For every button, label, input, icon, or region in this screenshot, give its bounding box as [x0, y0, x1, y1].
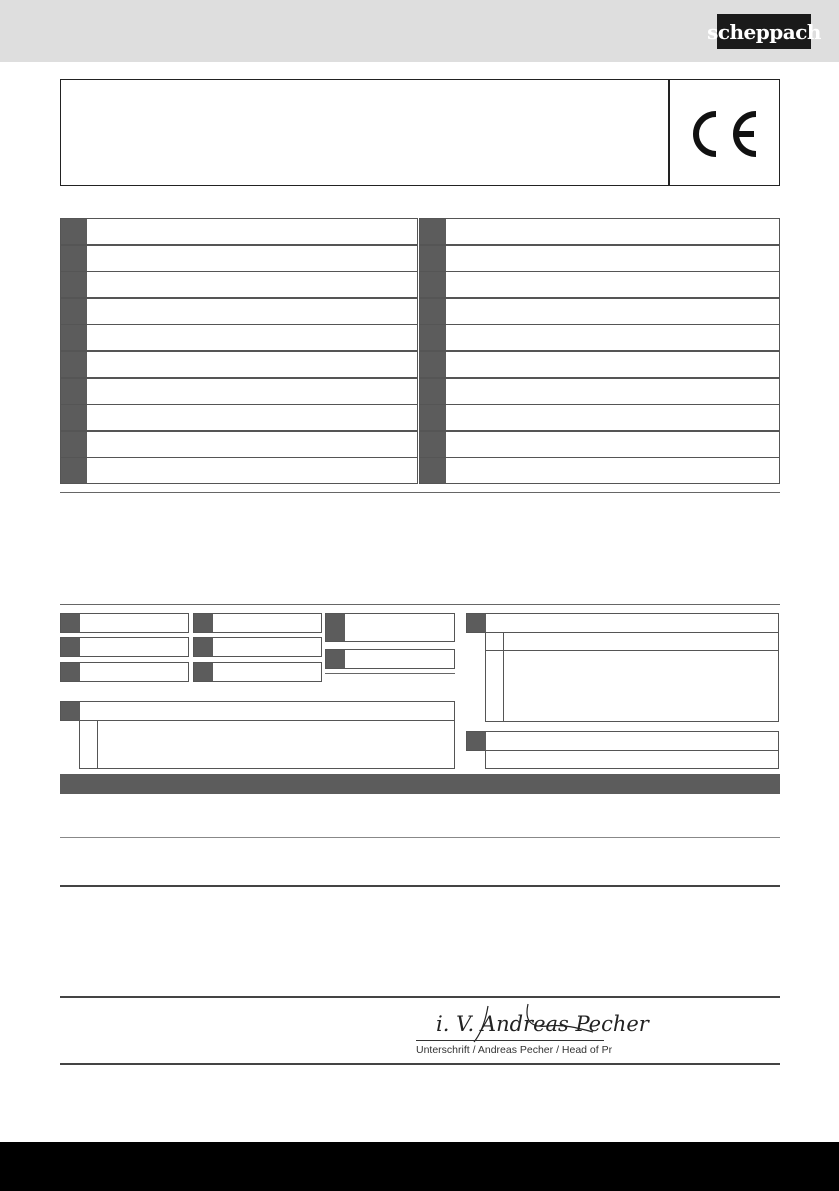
divider [60, 885, 780, 887]
field-box [193, 662, 322, 682]
field-marker [61, 638, 80, 656]
language-text-cell [87, 299, 417, 324]
language-row [60, 245, 418, 272]
field-marker [194, 663, 213, 681]
language-marker [420, 352, 446, 377]
language-marker [420, 272, 446, 297]
language-row [60, 271, 418, 298]
language-text-cell [87, 405, 417, 430]
language-marker [420, 432, 446, 457]
footer-band [0, 1142, 839, 1191]
language-row [419, 378, 780, 405]
language-marker [420, 379, 446, 404]
field-marker [326, 650, 345, 668]
field-sub-divider [97, 720, 98, 769]
divider [60, 492, 780, 493]
language-text-cell [87, 325, 417, 350]
language-row [60, 324, 418, 351]
language-marker [420, 458, 446, 483]
field-box [193, 637, 322, 657]
language-marker [420, 246, 446, 271]
language-row [419, 404, 780, 431]
signature-caption: Unterschrift / Andreas Pecher / Head of Pr [416, 1044, 613, 1056]
section-bar [60, 774, 780, 794]
language-marker [420, 325, 446, 350]
language-text-cell [87, 432, 417, 457]
field-marker [61, 614, 80, 632]
language-text-cell [446, 432, 779, 457]
language-row [419, 298, 780, 325]
language-row [419, 431, 780, 458]
language-marker [420, 219, 446, 244]
field-box [60, 613, 189, 633]
language-row [60, 218, 418, 245]
language-text-cell [87, 219, 417, 244]
declaration-title-box [60, 79, 780, 186]
language-marker [61, 219, 87, 244]
field-box [193, 613, 322, 633]
language-text-cell [87, 458, 417, 483]
language-text-cell [446, 325, 779, 350]
language-text-cell [446, 219, 779, 244]
language-row [419, 324, 780, 351]
language-marker [420, 405, 446, 430]
language-row [419, 271, 780, 298]
field-box [60, 637, 189, 657]
language-row [419, 218, 780, 245]
divider [60, 1063, 780, 1065]
language-text-cell [446, 379, 779, 404]
language-marker [61, 352, 87, 377]
language-marker [420, 299, 446, 324]
language-text-cell [446, 405, 779, 430]
field-marker [194, 614, 213, 632]
field-box [60, 662, 189, 682]
language-text-cell [87, 246, 417, 271]
language-marker [61, 325, 87, 350]
language-marker [61, 432, 87, 457]
language-text-cell [87, 352, 417, 377]
language-row [60, 404, 418, 431]
language-marker [61, 272, 87, 297]
language-row [60, 431, 418, 458]
signature-line [416, 1040, 604, 1041]
language-marker [61, 246, 87, 271]
field-box-wide [466, 731, 779, 751]
scheppach-logo: scheppach [717, 14, 811, 49]
svg-text:i. V. Andreas Pecher: i. V. Andreas Pecher [436, 1012, 649, 1036]
field-marker [326, 614, 345, 641]
language-text-cell [446, 299, 779, 324]
language-marker [61, 299, 87, 324]
field-sub-box [485, 750, 779, 769]
language-marker [61, 379, 87, 404]
field-sub-divider [503, 632, 504, 722]
language-text-cell [446, 352, 779, 377]
field-sub-box [485, 632, 779, 722]
language-text-cell [446, 246, 779, 271]
language-text-cell [446, 458, 779, 483]
language-row [419, 457, 780, 484]
field-marker [467, 614, 486, 632]
language-text-cell [87, 272, 417, 297]
language-row [60, 298, 418, 325]
field-marker [61, 702, 80, 720]
handwritten-signature [428, 998, 649, 1043]
field-box [325, 613, 455, 642]
language-marker [61, 405, 87, 430]
divider [60, 996, 780, 998]
field-marker [61, 663, 80, 681]
field-marker [467, 732, 486, 750]
divider [325, 673, 455, 674]
language-row [60, 457, 418, 484]
field-box [325, 649, 455, 669]
language-row [60, 351, 418, 378]
language-row [419, 245, 780, 272]
ce-divider [668, 79, 670, 186]
field-sub-divider [485, 650, 779, 651]
ce-mark-icon [686, 108, 762, 160]
divider [60, 604, 780, 605]
field-box-wide [466, 613, 779, 633]
divider [60, 837, 780, 838]
language-row [60, 378, 418, 405]
language-text-cell [446, 272, 779, 297]
field-sub-box [79, 720, 455, 769]
language-row [419, 351, 780, 378]
field-marker [194, 638, 213, 656]
field-box-wide [60, 701, 455, 721]
language-marker [61, 458, 87, 483]
language-text-cell [87, 379, 417, 404]
